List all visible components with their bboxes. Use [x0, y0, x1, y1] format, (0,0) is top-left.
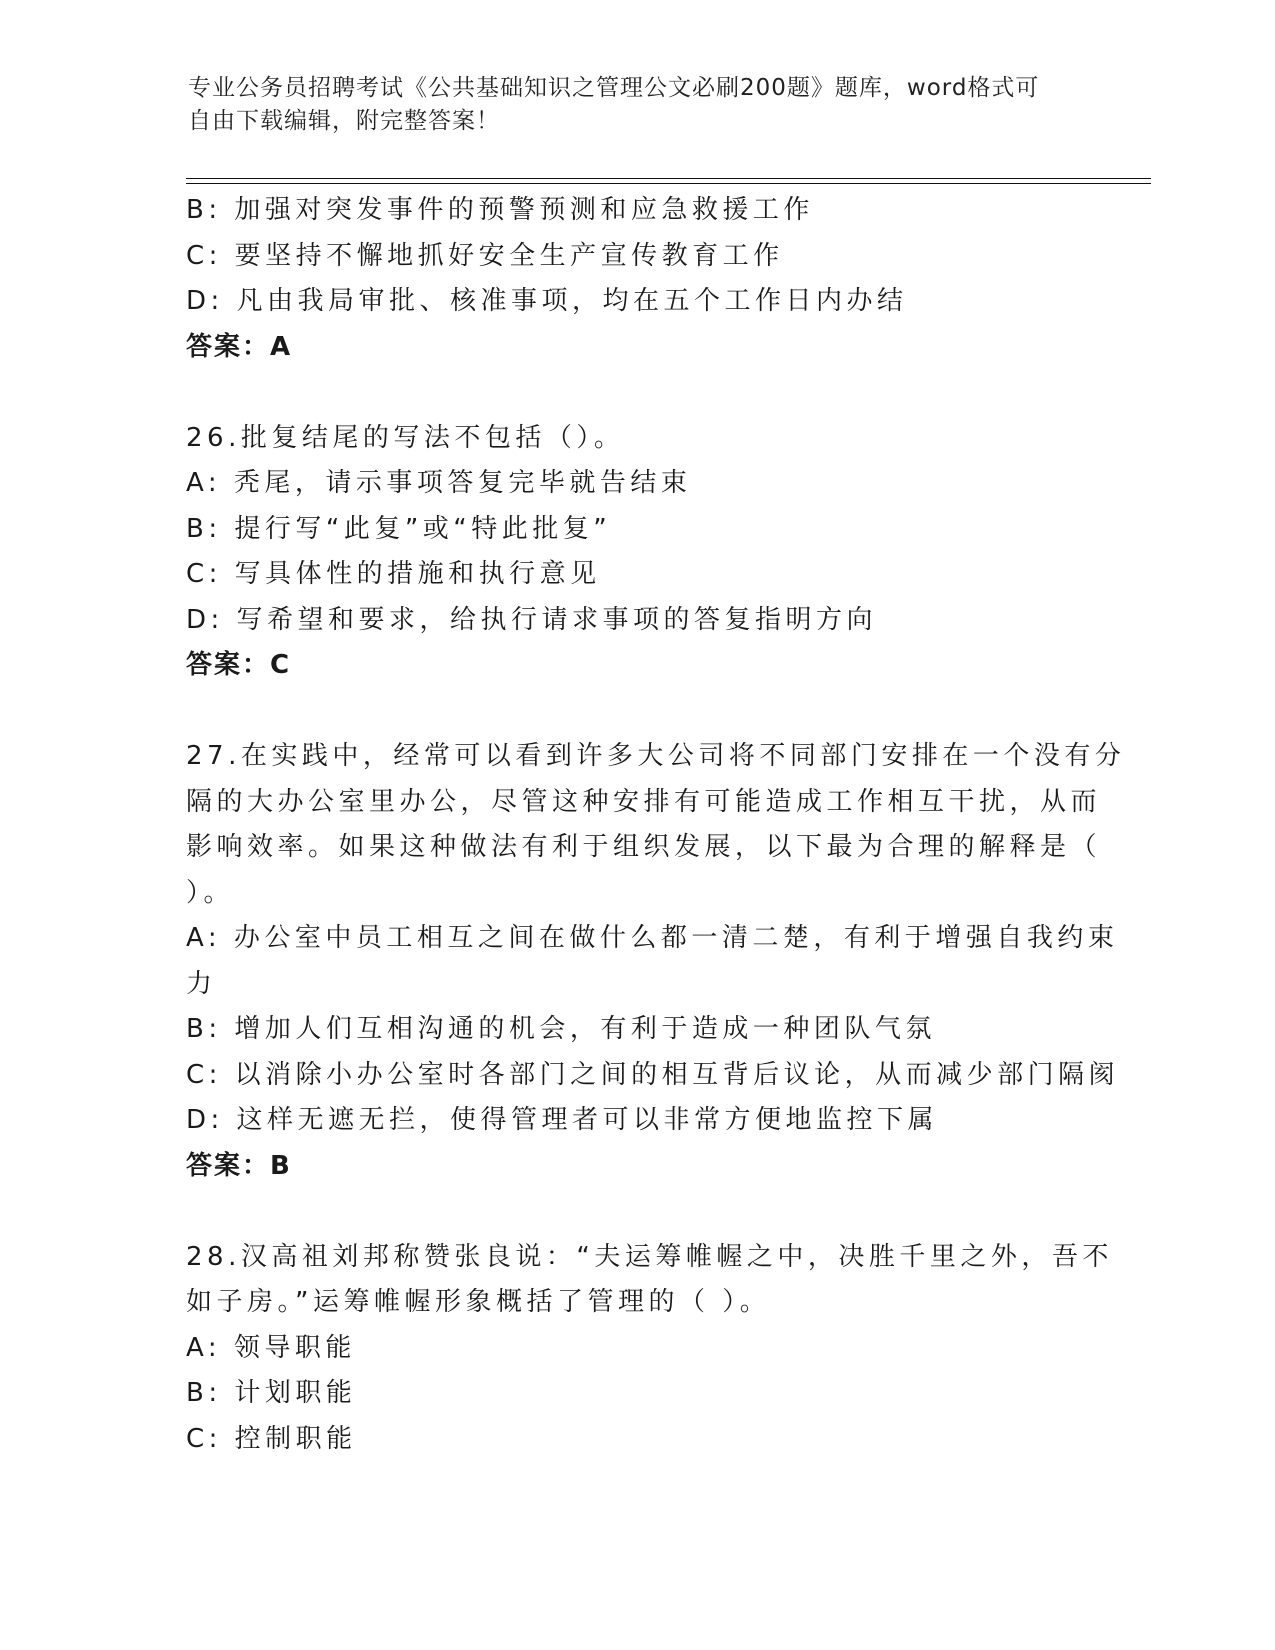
- question-28-stem-line-1: 28.汉高祖刘邦称赞张良说：“夫运筹帷幄之中，决胜千里之外，吾不: [186, 1241, 1113, 1272]
- option-b: B: 增加人们互相沟通的机会，有利于造成一种团队气氛: [186, 1014, 936, 1044]
- option-a: A: 秃尾，请示事项答复完毕就告结束: [186, 468, 692, 498]
- option-b: B: 加强对突发事件的预警预测和应急救援工作: [186, 195, 814, 225]
- question-26: [186, 416, 1086, 689]
- option-a: A: 办公室中员工相互之间在做什么都一清二楚，有利于增强自我约束: [186, 923, 1119, 953]
- question-27-stem-line-1: 27.在实践中，经常可以看到许多大公司将不同部门安排在一个没有分: [186, 741, 1126, 771]
- question-27-answer: 答案：B: [186, 1150, 292, 1181]
- option-d: D: 凡由我局审批、核准事项，均在五个工作日内办结: [186, 286, 908, 316]
- option-c: C: 写具体性的措施和执行意见: [186, 559, 601, 589]
- question-27-options: [186, 916, 1120, 1144]
- option-b: B: 提行写“此复”或“特此批复”: [186, 513, 612, 544]
- header-line-1: 专业公务员招聘考试《公共基础知识之管理公文必刷200题》题库，word格式可: [188, 75, 1040, 101]
- question-25-options: [186, 188, 1086, 325]
- option-c: C: 控制职能: [186, 1423, 357, 1454]
- option-d: D: 这样无遮无拦，使得管理者可以非常方便地监控下属: [186, 1105, 939, 1135]
- question-28: [186, 1235, 1113, 1463]
- question-27-stem-line-2: 隔的大办公室里办公，尽管这种安排有可能造成工作相互干扰，从而: [186, 786, 1102, 817]
- question-25-answer: 答案：A: [186, 331, 293, 362]
- option-d: D: 写希望和要求，给执行请求事项的答复指明方向: [186, 604, 878, 635]
- option-a: A: 领导职能: [186, 1332, 356, 1363]
- question-26-options: [186, 461, 1086, 643]
- header-divider-bottom: [186, 183, 1151, 184]
- option-c: C: 要坚持不懈地抓好安全生产宣传教育工作: [186, 240, 784, 271]
- document-header: [188, 72, 1068, 138]
- document-body: [186, 188, 1126, 1462]
- question-27-stem-line-3: 影响效率。如果这种做法有利于组织发展，以下最为合理的解释是（: [186, 832, 1102, 862]
- question-26-stem: 26.批复结尾的写法不包括（）。: [186, 422, 625, 453]
- question-28-stem-line-2: 如子房。”运筹帷幄形象概括了管理的（ ）。: [186, 1287, 771, 1317]
- option-c: C: 以消除小办公室时各部门之间的相互背后议论，从而减少部门隔阂: [186, 1059, 1120, 1090]
- header-line-2: 自由下载编辑，附完整答案！: [188, 108, 500, 134]
- header-divider-top: [186, 178, 1151, 179]
- question-27: [186, 734, 1126, 1189]
- question-25: [186, 188, 1086, 370]
- question-28-options: [186, 1326, 1086, 1463]
- spacer: [186, 689, 1086, 735]
- spacer: [186, 1189, 1086, 1235]
- question-27-stem-line-4: ）。: [186, 877, 235, 908]
- question-26-answer: 答案：C: [186, 650, 292, 680]
- option-a-continued: 力: [186, 968, 217, 999]
- option-b: B: 计划职能: [186, 1378, 357, 1408]
- spacer: [186, 370, 1086, 416]
